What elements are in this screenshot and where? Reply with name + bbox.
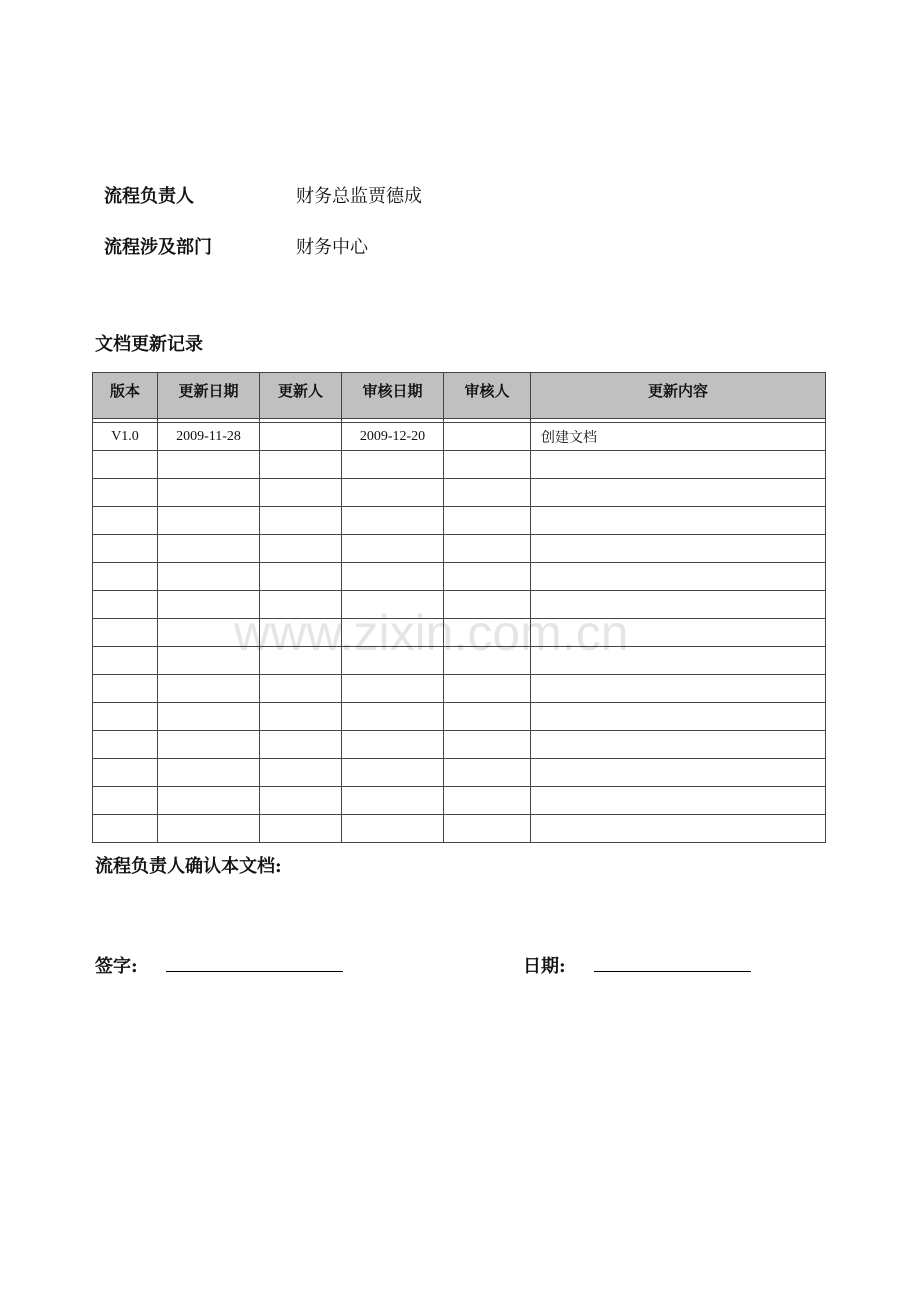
table-cell [158, 619, 260, 647]
table-cell [444, 647, 531, 675]
confirm-text: 流程负责人确认本文档: [95, 856, 282, 877]
table-cell [444, 423, 531, 451]
table-cell [93, 787, 158, 815]
table-cell [342, 619, 444, 647]
table-cell [158, 507, 260, 535]
table-cell [93, 479, 158, 507]
table-header-cell: 更新内容 [531, 373, 826, 419]
table-cell [531, 815, 826, 843]
table-cell [158, 731, 260, 759]
table-cell [531, 619, 826, 647]
table-row [93, 563, 826, 591]
department-value: 财务中心 [296, 237, 368, 258]
table-cell [531, 647, 826, 675]
table-cell [342, 507, 444, 535]
table-cell [158, 815, 260, 843]
table-cell [531, 535, 826, 563]
table-row [93, 535, 826, 563]
table-row [93, 507, 826, 535]
table-row [93, 591, 826, 619]
date-line[interactable] [594, 971, 751, 972]
table-cell [444, 451, 531, 479]
table-cell [531, 703, 826, 731]
table-header-row [93, 373, 826, 419]
table-cell [158, 675, 260, 703]
table-cell [342, 815, 444, 843]
table-cell [342, 703, 444, 731]
table-cell [260, 619, 342, 647]
table-header-cell: 审核人 [444, 373, 531, 419]
table-cell: 2009-12-20 [342, 423, 444, 451]
table-cell [342, 647, 444, 675]
table-cell [260, 479, 342, 507]
table-cell [158, 759, 260, 787]
table-cell [260, 451, 342, 479]
table-cell [342, 479, 444, 507]
department-label: 流程涉及部门 [104, 237, 212, 258]
table-cell [444, 759, 531, 787]
table-cell [444, 703, 531, 731]
table-cell: V1.0 [93, 423, 158, 451]
table-cell [93, 675, 158, 703]
table-cell [260, 591, 342, 619]
table-cell [93, 647, 158, 675]
table-cell [444, 535, 531, 563]
table-row [93, 703, 826, 731]
table-cell [444, 731, 531, 759]
table-cell [260, 563, 342, 591]
table-cell [158, 479, 260, 507]
table-cell [260, 675, 342, 703]
table-cell [158, 591, 260, 619]
table-cell [260, 815, 342, 843]
table-cell [93, 535, 158, 563]
table-cell [444, 787, 531, 815]
owner-value: 财务总监贾德成 [296, 186, 422, 207]
table-cell [93, 619, 158, 647]
table-cell [531, 479, 826, 507]
table-cell [158, 451, 260, 479]
table-cell [531, 675, 826, 703]
table-cell [260, 787, 342, 815]
table-row [93, 423, 826, 451]
table-cell [342, 731, 444, 759]
table-cell: 2009-11-28 [158, 423, 260, 451]
table-row [93, 759, 826, 787]
table-row [93, 619, 826, 647]
table-cell [531, 787, 826, 815]
table-cell [260, 423, 342, 451]
table-row [93, 675, 826, 703]
table-cell [158, 647, 260, 675]
table-cell [158, 563, 260, 591]
table-cell [342, 759, 444, 787]
table-cell [531, 731, 826, 759]
table-cell [531, 591, 826, 619]
watermark: www.zixin.com.cn [234, 605, 629, 661]
table-cell [531, 759, 826, 787]
table-header-cell: 更新日期 [158, 373, 260, 419]
table-cell [342, 451, 444, 479]
table-cell [342, 675, 444, 703]
owner-label: 流程负责人 [104, 186, 194, 207]
table-cell [93, 563, 158, 591]
table-cell [260, 703, 342, 731]
table-header-cell: 审核日期 [342, 373, 444, 419]
table-cell [158, 787, 260, 815]
table-cell [531, 563, 826, 591]
table-cell [158, 703, 260, 731]
table-cell [260, 759, 342, 787]
section-title: 文档更新记录 [95, 334, 203, 355]
table-cell [531, 451, 826, 479]
table-cell [444, 675, 531, 703]
table-cell [158, 535, 260, 563]
table-cell: 创建文档 [531, 423, 826, 451]
table-header-cell: 版本 [93, 373, 158, 419]
table-cell [444, 479, 531, 507]
table-cell [93, 703, 158, 731]
signature-label: 签字: [95, 956, 138, 977]
table-cell [93, 451, 158, 479]
table-cell [342, 591, 444, 619]
date-label: 日期: [523, 956, 566, 977]
table-cell [444, 563, 531, 591]
table-row [93, 731, 826, 759]
table-row [93, 451, 826, 479]
table-cell [342, 563, 444, 591]
table-cell [444, 619, 531, 647]
table-row [93, 647, 826, 675]
table-cell [444, 507, 531, 535]
table-cell [93, 591, 158, 619]
table-cell [342, 787, 444, 815]
table-cell [260, 647, 342, 675]
table-row [93, 815, 826, 843]
table-cell [93, 507, 158, 535]
table-cell [93, 815, 158, 843]
table-cell [260, 535, 342, 563]
table-row [93, 787, 826, 815]
table-cell [342, 535, 444, 563]
table-cell [531, 507, 826, 535]
signature-line[interactable] [166, 971, 343, 972]
table-cell [93, 759, 158, 787]
table-row [93, 479, 826, 507]
table-cell [260, 731, 342, 759]
update-record-table [92, 372, 826, 843]
table-cell [93, 731, 158, 759]
table-cell [260, 507, 342, 535]
table-cell [444, 815, 531, 843]
table-cell [444, 591, 531, 619]
table-header-cell: 更新人 [260, 373, 342, 419]
